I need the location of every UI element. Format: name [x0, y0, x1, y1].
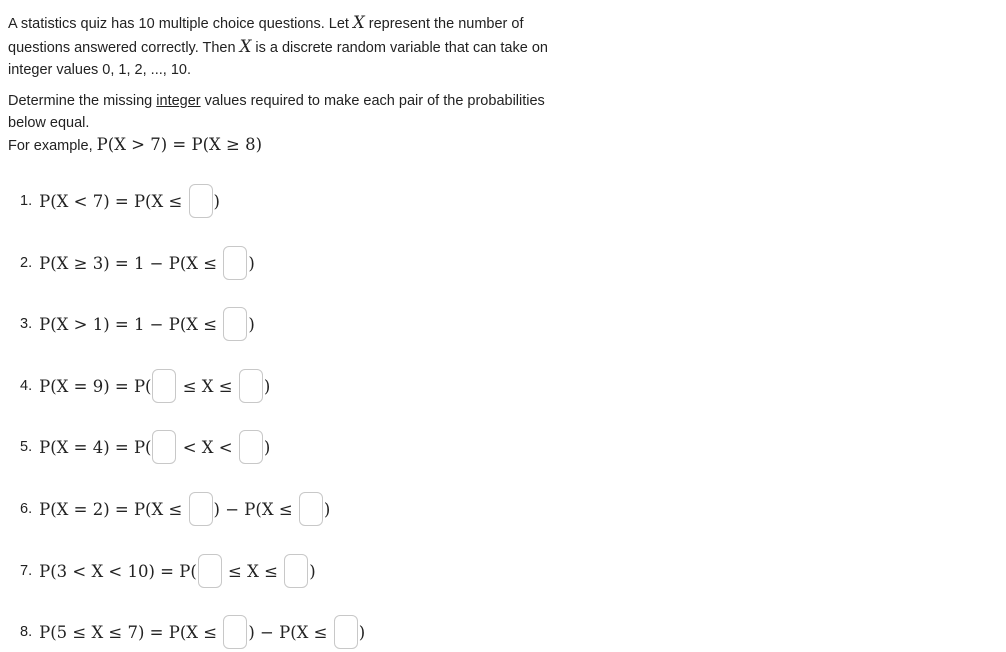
math-text: )	[309, 561, 316, 581]
math-text: ≤ X ≤	[222, 561, 284, 581]
math-text: )	[263, 437, 271, 457]
intro-text: A statistics quiz has 10 multiple choice questions. Let	[8, 16, 353, 32]
intro-text: values required to make each pair of the probabilities below equal.	[8, 92, 545, 131]
question-5	[20, 427, 270, 467]
question-expression	[39, 430, 270, 464]
answer-input-8b[interactable]	[334, 615, 358, 649]
question-number: 5.	[20, 439, 33, 455]
question-expression	[39, 307, 255, 341]
math-text: P(5 ≤ X ≤ 7) = P(X ≤	[39, 622, 223, 642]
question-number: 3.	[20, 316, 33, 332]
question-number: 6.	[20, 501, 33, 517]
intro-text: is a discrete random variable that can take on integer values 0, 1, 2, ..., 10.	[8, 39, 548, 78]
math-text: )	[248, 253, 255, 273]
answer-input-5a[interactable]	[152, 430, 176, 464]
math-text: ≤ X ≤	[177, 376, 238, 396]
intro-text: Determine the missing	[8, 92, 157, 109]
answer-input-4b[interactable]	[239, 369, 263, 403]
question-expression	[39, 246, 255, 280]
example-label: For example,	[8, 138, 97, 154]
math-text: < X <	[177, 437, 238, 457]
answer-input-2[interactable]	[223, 246, 247, 280]
question-number: 2.	[20, 255, 33, 271]
math-text: )	[358, 622, 366, 642]
question-intro	[8, 12, 568, 143]
math-text: P(X ≥ 3) = 1 − P(X ≤	[39, 253, 223, 273]
math-text: P(X < 7) = P(X ≤	[39, 191, 188, 211]
example-math: P(X > 7) = P(X ≥ 8)	[96, 135, 263, 154]
math-text: P(X = 9) = P(	[39, 376, 152, 396]
answer-input-4a[interactable]	[152, 369, 176, 403]
question-expression	[39, 615, 365, 649]
question-number: 4.	[20, 378, 33, 394]
question-number: 1.	[20, 193, 33, 209]
math-text: )	[213, 191, 220, 211]
answer-input-7b[interactable]	[284, 554, 308, 588]
question-expression	[39, 554, 316, 588]
question-1	[20, 181, 220, 221]
question-7	[20, 551, 316, 591]
answer-input-6b[interactable]	[299, 492, 323, 526]
math-text: ) − P(X ≤	[248, 622, 333, 642]
math-text: )	[263, 376, 271, 396]
math-text: P(3 < X < 10) = P(	[39, 561, 197, 581]
question-8	[20, 612, 365, 652]
question-4	[20, 366, 270, 406]
math-text: )	[323, 499, 331, 519]
math-text: P(X = 2) = P(X ≤	[39, 499, 188, 519]
math-text: P(X = 4) = P(	[39, 437, 152, 457]
question-2	[20, 243, 255, 283]
answer-input-3[interactable]	[223, 307, 247, 341]
question-number: 7.	[20, 563, 33, 579]
variable-x: X	[352, 13, 365, 32]
question-expression	[39, 369, 270, 403]
integer-definition-link[interactable]: integer	[156, 92, 201, 109]
question-expression	[39, 492, 330, 526]
example-line	[8, 135, 262, 154]
question-number: 8.	[20, 624, 33, 640]
intro-paragraph-2	[8, 90, 568, 135]
answer-input-6a[interactable]	[189, 492, 213, 526]
math-text: )	[248, 314, 255, 334]
answer-input-7a[interactable]	[198, 554, 222, 588]
question-6	[20, 489, 330, 529]
intro-paragraph-1	[8, 12, 568, 82]
math-text: P(X > 1) = 1 − P(X ≤	[39, 314, 223, 334]
variable-x: X	[239, 36, 252, 56]
question-expression	[39, 184, 220, 218]
answer-input-1[interactable]	[189, 184, 213, 218]
intro-text: represent the number of questions answered correctly. Then	[8, 16, 524, 56]
answer-input-8a[interactable]	[223, 615, 247, 649]
answer-input-5b[interactable]	[239, 430, 263, 464]
question-3	[20, 304, 255, 344]
math-text: ) − P(X ≤	[213, 499, 298, 519]
